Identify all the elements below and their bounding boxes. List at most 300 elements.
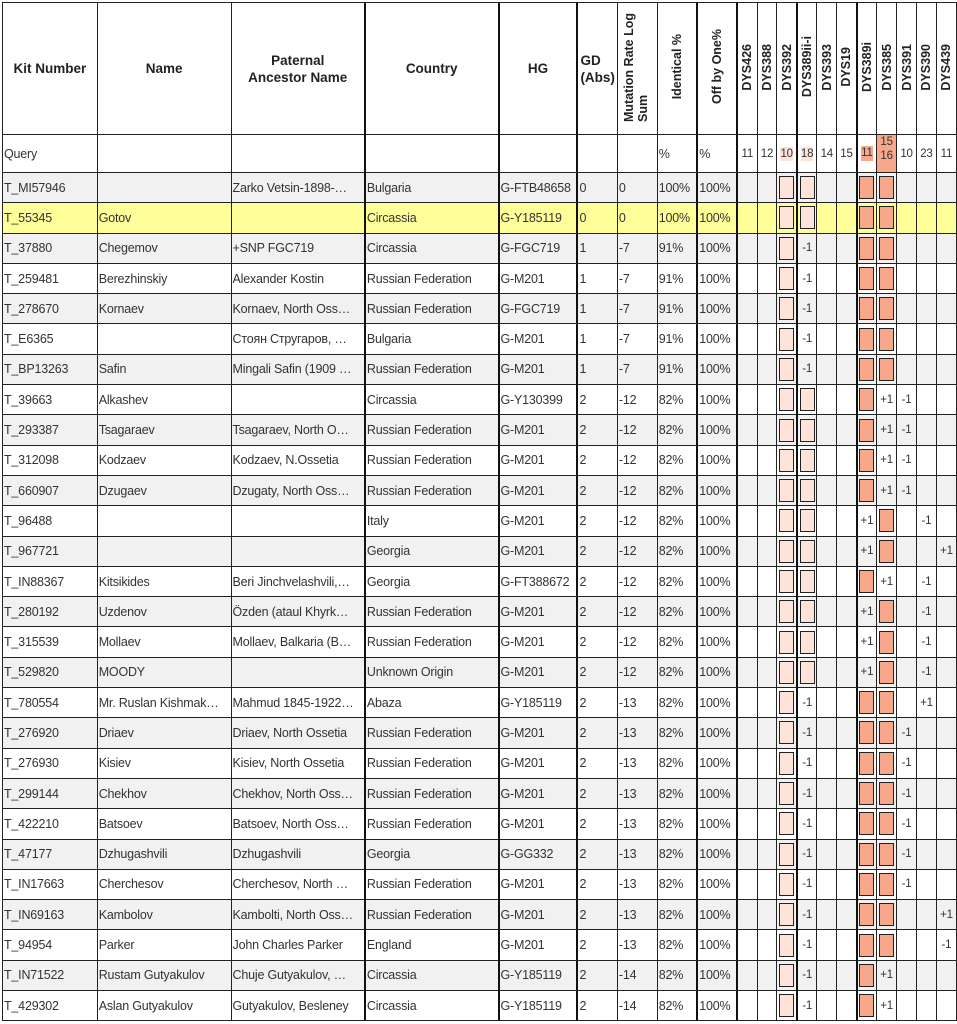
marker-cell-dys19	[837, 203, 857, 233]
identical-cell: 91%	[657, 294, 697, 324]
header-kit-number[interactable]: Kit Number	[3, 3, 98, 135]
table-row[interactable]	[3, 718, 957, 748]
marker-cell-dys388	[757, 900, 777, 930]
marker-cell-dys385	[877, 991, 897, 1021]
header-marker-dys393[interactable]	[817, 3, 837, 135]
marker-cell-dys390	[916, 566, 936, 596]
marker-match-box	[859, 843, 874, 866]
marker-cell-dys392	[777, 869, 797, 899]
name-cell: Safin	[97, 354, 231, 384]
marker-cell-dys19	[837, 173, 857, 203]
marker-cell-dys385	[877, 536, 897, 566]
marker-diff-value: +1	[880, 969, 893, 982]
marker-cell-dys392	[777, 294, 797, 324]
marker-cell-dys391	[897, 566, 917, 596]
marker-cell-dys392	[777, 263, 797, 293]
marker-cell-dys391	[897, 324, 917, 354]
name-cell: Aslan Gutyakulov	[97, 991, 231, 1021]
marker-cell-dys392	[777, 324, 797, 354]
marker-cell-dys392	[777, 597, 797, 627]
table-row[interactable]	[3, 415, 957, 445]
marker-cell-dys426	[737, 203, 757, 233]
country-cell: Circassia	[365, 960, 499, 990]
marker-match-box	[779, 358, 794, 381]
name-cell: Driaev	[97, 718, 231, 748]
off-by-one-cell: 100%	[697, 566, 737, 596]
marker-diff-value: -1	[901, 454, 912, 467]
marker-cell-dys392	[777, 385, 797, 415]
marker-match-box	[859, 419, 874, 442]
gd-cell: 2	[577, 385, 617, 415]
header-marker-label: DYS388	[759, 43, 774, 91]
marker-cell-dys392	[777, 688, 797, 718]
marker-cell-dys392	[777, 809, 797, 839]
table-row[interactable]	[3, 748, 957, 778]
table-row[interactable]	[3, 475, 957, 505]
kit-number-cell[interactable]: T_IN71522	[3, 960, 98, 990]
marker-diff-value: -1	[941, 939, 952, 952]
off-by-one-cell: 100%	[697, 930, 737, 960]
marker-match-box	[779, 903, 794, 926]
name-cell	[97, 173, 231, 203]
kit-number-cell[interactable]: T_96488	[3, 506, 98, 536]
marker-cell-dys389ii-i	[797, 627, 817, 657]
marker-cell-dys389ii-i	[797, 263, 817, 293]
off-by-one-cell: 100%	[697, 657, 737, 687]
kit-number-cell[interactable]: T_280192	[3, 597, 98, 627]
table-row[interactable]	[3, 294, 957, 324]
header-marker-label: DYS385	[879, 43, 894, 91]
marker-cell-dys389i	[857, 930, 877, 960]
marker-diff-value: -1	[802, 363, 813, 376]
name-cell	[97, 536, 231, 566]
marker-match-box	[879, 328, 894, 351]
ancestor-cell: +SNP FGC719	[231, 233, 365, 263]
identical-cell: 82%	[657, 597, 697, 627]
marker-cell-dys392	[777, 748, 797, 778]
table-row[interactable]	[3, 566, 957, 596]
table-row[interactable]	[3, 354, 957, 384]
header-marker-label: DYS389ii-i	[800, 36, 815, 98]
kit-number-cell[interactable]: T_IN69163	[3, 900, 98, 930]
table-row[interactable]	[3, 324, 957, 354]
header-paternal-ancestor[interactable]	[231, 3, 365, 135]
name-cell: MOODY	[97, 657, 231, 687]
marker-cell-dys385	[877, 203, 897, 233]
header-marker-dys391[interactable]	[897, 3, 917, 135]
header-mutation-rate[interactable]	[617, 3, 657, 135]
table-row[interactable]	[3, 506, 957, 536]
marker-cell-dys391	[897, 718, 917, 748]
ancestor-cell: John Charles Parker	[231, 930, 365, 960]
header-country[interactable]: Country	[365, 3, 499, 135]
marker-cell-dys390	[916, 506, 936, 536]
identical-cell: 82%	[657, 627, 697, 657]
ancestor-cell: Mollaev, Balkaria (B…	[231, 627, 365, 657]
identical-cell: 82%	[657, 506, 697, 536]
ancestor-cell: Kodzaev, N.Ossetia	[231, 445, 365, 475]
name-cell: Mr. Ruslan Kishmak…	[97, 688, 231, 718]
table-row[interactable]	[3, 839, 957, 869]
kit-number-cell[interactable]: T_299144	[3, 778, 98, 808]
marker-match-box	[779, 600, 794, 623]
table-row[interactable]	[3, 960, 957, 990]
table-row[interactable]	[3, 991, 957, 1021]
marker-match-box	[779, 328, 794, 351]
marker-match-box	[779, 873, 794, 896]
mutation-rate-cell: -14	[617, 991, 657, 1021]
header-marker-label: DYS390	[919, 43, 934, 91]
marker-diff-value: +1	[880, 484, 893, 497]
query-marker-value: 23	[920, 147, 933, 160]
marker-cell-dys391	[897, 233, 917, 263]
marker-cell-dys389ii-i	[797, 930, 817, 960]
kit-number-cell[interactable]: T_94954	[3, 930, 98, 960]
table-row[interactable]	[3, 809, 957, 839]
marker-diff-value: -1	[921, 636, 932, 649]
gd-cell: 2	[577, 688, 617, 718]
marker-cell-dys391	[897, 991, 917, 1021]
marker-cell-dys390	[916, 688, 936, 718]
marker-diff-value: +1	[880, 454, 893, 467]
identical-cell: 82%	[657, 536, 697, 566]
marker-cell-dys390	[916, 657, 936, 687]
ancestor-cell	[231, 203, 365, 233]
table-row[interactable]	[3, 385, 957, 415]
table-row[interactable]	[3, 263, 957, 293]
marker-cell-dys392	[777, 173, 797, 203]
marker-diff-value: -1	[901, 726, 912, 739]
kit-number-cell[interactable]: T_312098	[3, 445, 98, 475]
marker-cell-dys388	[757, 415, 777, 445]
marker-cell-dys426	[737, 597, 757, 627]
identical-cell: 100%	[657, 173, 697, 203]
query-marker-value: 15	[840, 147, 853, 160]
marker-cell-dys392	[777, 475, 797, 505]
kit-number-cell[interactable]: T_MI57946	[3, 173, 98, 203]
table-row[interactable]	[3, 445, 957, 475]
off-by-one-cell: 100%	[697, 536, 737, 566]
table-row[interactable]	[3, 203, 957, 233]
marker-match-box	[879, 297, 894, 320]
marker-match-box	[779, 994, 794, 1017]
header-marker-dys426[interactable]	[737, 3, 757, 135]
identical-cell: 82%	[657, 930, 697, 960]
country-cell: Georgia	[365, 839, 499, 869]
marker-diff-value: +1	[920, 696, 933, 709]
query-gd	[577, 135, 617, 173]
table-row[interactable]	[3, 657, 957, 687]
gd-cell: 2	[577, 960, 617, 990]
identical-cell: 91%	[657, 233, 697, 263]
marker-cell-dys389ii-i	[797, 991, 817, 1021]
header-marker-dys19[interactable]	[837, 3, 857, 135]
table-row[interactable]	[3, 869, 957, 899]
header-marker-dys390[interactable]	[916, 3, 936, 135]
marker-match-box	[859, 721, 874, 744]
marker-cell-dys19	[837, 597, 857, 627]
marker-cell-dys19	[837, 354, 857, 384]
identical-cell: 82%	[657, 991, 697, 1021]
mutation-rate-cell: -13	[617, 748, 657, 778]
marker-diff-value: +1	[880, 999, 893, 1012]
header-name[interactable]: Name	[97, 3, 231, 135]
kit-number-cell[interactable]: T_259481	[3, 263, 98, 293]
marker-cell-dys389i	[857, 566, 877, 596]
ancestor-cell: Mahmud 1845-1922…	[231, 688, 365, 718]
marker-cell-dys19	[837, 566, 857, 596]
query-marker-value: 10	[780, 147, 793, 160]
marker-cell-dys391	[897, 294, 917, 324]
hg-cell: G-M201	[499, 778, 578, 808]
marker-cell-dys389i	[857, 869, 877, 899]
marker-cell-dys390	[916, 748, 936, 778]
kit-number-cell[interactable]: T_660907	[3, 475, 98, 505]
off-by-one-cell: 100%	[697, 506, 737, 536]
kit-number-cell[interactable]: T_278670	[3, 294, 98, 324]
marker-cell-dys388	[757, 809, 777, 839]
kit-number-cell[interactable]: T_55345	[3, 203, 98, 233]
kit-number-cell[interactable]: T_967721	[3, 536, 98, 566]
name-cell: Kisiev	[97, 748, 231, 778]
marker-cell-dys392	[777, 900, 797, 930]
mutation-rate-cell: -13	[617, 900, 657, 930]
country-cell: Unknown Origin	[365, 657, 499, 687]
marker-cell-dys389i	[857, 506, 877, 536]
marker-cell-dys389ii-i	[797, 900, 817, 930]
kit-number-cell[interactable]: T_BP13263	[3, 354, 98, 384]
marker-diff-value: -1	[901, 757, 912, 770]
marker-cell-dys393	[817, 566, 837, 596]
marker-diff-value: -1	[921, 605, 932, 618]
marker-cell-dys389ii-i	[797, 506, 817, 536]
kit-number-cell[interactable]: T_422210	[3, 809, 98, 839]
kit-number-cell[interactable]: T_429302	[3, 991, 98, 1021]
marker-cell-dys390	[916, 354, 936, 384]
kit-number-cell[interactable]: T_276920	[3, 718, 98, 748]
kit-number-cell[interactable]: T_529820	[3, 657, 98, 687]
marker-cell-dys391	[897, 688, 917, 718]
ancestor-cell: Chuje Gutyakulov, …	[231, 960, 365, 990]
gd-cell: 2	[577, 657, 617, 687]
marker-cell-dys391	[897, 748, 917, 778]
header-row	[3, 3, 957, 135]
header-marker-dys439[interactable]	[936, 3, 956, 135]
marker-cell-dys388	[757, 991, 777, 1021]
kit-number-cell[interactable]: T_780554	[3, 688, 98, 718]
gd-cell: 2	[577, 900, 617, 930]
table-row[interactable]	[3, 778, 957, 808]
ancestor-cell	[231, 657, 365, 687]
kit-number-cell[interactable]: T_IN17663	[3, 869, 98, 899]
mutation-rate-cell: -12	[617, 657, 657, 687]
marker-cell-dys388	[757, 778, 777, 808]
marker-cell-dys439	[936, 475, 956, 505]
kit-number-cell[interactable]: T_37880	[3, 233, 98, 263]
marker-cell-dys393	[817, 930, 837, 960]
marker-cell-dys426	[737, 173, 757, 203]
table-row[interactable]	[3, 930, 957, 960]
header-mutation-rate-label: Mutation Rate Log Sum	[622, 12, 651, 122]
marker-cell-dys390	[916, 627, 936, 657]
marker-cell-dys385	[877, 324, 897, 354]
marker-cell-dys439	[936, 778, 956, 808]
marker-match-box	[859, 812, 874, 835]
header-marker-label: DYS393	[819, 43, 834, 91]
marker-diff-value: -1	[802, 817, 813, 830]
marker-diff-value: -1	[802, 757, 813, 770]
marker-cell-dys19	[837, 688, 857, 718]
hg-cell: G-M201	[499, 627, 578, 657]
kit-number-cell[interactable]: T_47177	[3, 839, 98, 869]
mutation-rate-cell: -13	[617, 930, 657, 960]
mutation-rate-cell: -13	[617, 839, 657, 869]
country-cell: Italy	[365, 506, 499, 536]
table-row[interactable]	[3, 173, 957, 203]
name-cell: Kornaev	[97, 294, 231, 324]
table-row[interactable]	[3, 627, 957, 657]
country-cell: Russian Federation	[365, 627, 499, 657]
marker-match-box	[859, 176, 874, 199]
gd-cell: 2	[577, 566, 617, 596]
kit-number-cell[interactable]: T_276930	[3, 748, 98, 778]
marker-cell-dys385	[877, 597, 897, 627]
query-marker-dys389i	[857, 135, 877, 173]
marker-cell-dys388	[757, 445, 777, 475]
marker-cell-dys390	[916, 385, 936, 415]
off-by-one-cell: 100%	[697, 385, 737, 415]
marker-cell-dys390	[916, 536, 936, 566]
marker-cell-dys391	[897, 597, 917, 627]
marker-cell-dys392	[777, 991, 797, 1021]
marker-cell-dys385	[877, 900, 897, 930]
kit-number-cell[interactable]: T_E6365	[3, 324, 98, 354]
name-cell: Parker	[97, 930, 231, 960]
table-row[interactable]	[3, 233, 957, 263]
marker-cell-dys393	[817, 475, 837, 505]
marker-cell-dys390	[916, 233, 936, 263]
marker-cell-dys439	[936, 385, 956, 415]
country-cell: Russian Federation	[365, 809, 499, 839]
country-cell: Circassia	[365, 233, 499, 263]
off-by-one-cell: 100%	[697, 718, 737, 748]
marker-cell-dys389ii-i	[797, 385, 817, 415]
table-row[interactable]	[3, 597, 957, 627]
marker-cell-dys439	[936, 263, 956, 293]
marker-cell-dys439	[936, 900, 956, 930]
marker-diff-value: -1	[802, 333, 813, 346]
country-cell: Russian Federation	[365, 415, 499, 445]
marker-diff-value: +1	[860, 605, 874, 618]
marker-match-box	[779, 206, 794, 229]
marker-cell-dys393	[817, 839, 837, 869]
marker-cell-dys385	[877, 778, 897, 808]
marker-cell-dys391	[897, 173, 917, 203]
name-cell: Kodzaev	[97, 445, 231, 475]
header-marker-dys389i[interactable]	[857, 3, 877, 135]
ancestor-cell: Alexander Kostin	[231, 263, 365, 293]
header-marker-dys389ii-i[interactable]	[797, 3, 817, 135]
gd-cell: 2	[577, 506, 617, 536]
header-identical[interactable]	[657, 3, 697, 135]
marker-cell-dys390	[916, 324, 936, 354]
marker-diff-value: +1	[940, 908, 953, 921]
identical-cell: 82%	[657, 657, 697, 687]
ancestor-cell: Gutyakulov, Besleney	[231, 991, 365, 1021]
marker-cell-dys391	[897, 475, 917, 505]
kit-number-cell[interactable]: T_IN88367	[3, 566, 98, 596]
table-row[interactable]	[3, 688, 957, 718]
header-gd[interactable]	[577, 3, 617, 135]
kit-number-cell[interactable]: T_293387	[3, 415, 98, 445]
marker-cell-dys390	[916, 475, 936, 505]
marker-cell-dys390	[916, 445, 936, 475]
marker-match-box	[859, 449, 874, 472]
marker-cell-dys388	[757, 688, 777, 718]
name-cell: Kitsikides	[97, 566, 231, 596]
marker-cell-dys389ii-i	[797, 869, 817, 899]
marker-cell-dys385	[877, 688, 897, 718]
table-row[interactable]	[3, 536, 957, 566]
query-row	[3, 135, 957, 173]
marker-cell-dys392	[777, 930, 797, 960]
ancestor-cell: Tsagaraev, North O…	[231, 415, 365, 445]
header-marker-label: DYS391	[899, 43, 914, 91]
marker-match-box	[879, 631, 894, 654]
marker-match-box	[800, 449, 815, 472]
country-cell: Russian Federation	[365, 354, 499, 384]
marker-cell-dys426	[737, 263, 757, 293]
marker-cell-dys390	[916, 778, 936, 808]
off-by-one-cell: 100%	[697, 688, 737, 718]
marker-cell-dys385	[877, 930, 897, 960]
marker-match-box	[779, 843, 794, 866]
header-marker-dys392[interactable]	[777, 3, 797, 135]
marker-cell-dys19	[837, 809, 857, 839]
marker-cell-dys388	[757, 263, 777, 293]
name-cell: Chegemov	[97, 233, 231, 263]
kit-number-cell[interactable]: T_39663	[3, 385, 98, 415]
mutation-rate-cell: -12	[617, 597, 657, 627]
marker-match-box	[779, 449, 794, 472]
header-marker-dys388[interactable]	[757, 3, 777, 135]
marker-match-box	[779, 267, 794, 290]
marker-cell-dys426	[737, 839, 757, 869]
marker-cell-dys392	[777, 233, 797, 263]
gd-cell: 2	[577, 748, 617, 778]
marker-match-box	[800, 206, 815, 229]
marker-cell-dys390	[916, 960, 936, 990]
marker-match-box	[800, 540, 815, 563]
marker-cell-dys439	[936, 688, 956, 718]
marker-cell-dys393	[817, 294, 837, 324]
marker-cell-dys388	[757, 233, 777, 263]
marker-match-box	[779, 934, 794, 957]
gd-cell: 2	[577, 415, 617, 445]
header-marker-dys385[interactable]	[877, 3, 897, 135]
hg-cell: G-M201	[499, 809, 578, 839]
marker-cell-dys389ii-i	[797, 597, 817, 627]
identical-cell: 82%	[657, 718, 697, 748]
table-row[interactable]	[3, 900, 957, 930]
header-off-by-one[interactable]	[697, 3, 737, 135]
marker-cell-dys393	[817, 597, 837, 627]
marker-cell-dys426	[737, 324, 757, 354]
kit-number-cell[interactable]: T_315539	[3, 627, 98, 657]
marker-match-box	[879, 752, 894, 775]
marker-match-box	[859, 358, 874, 381]
header-hg[interactable]: HG	[499, 3, 578, 135]
